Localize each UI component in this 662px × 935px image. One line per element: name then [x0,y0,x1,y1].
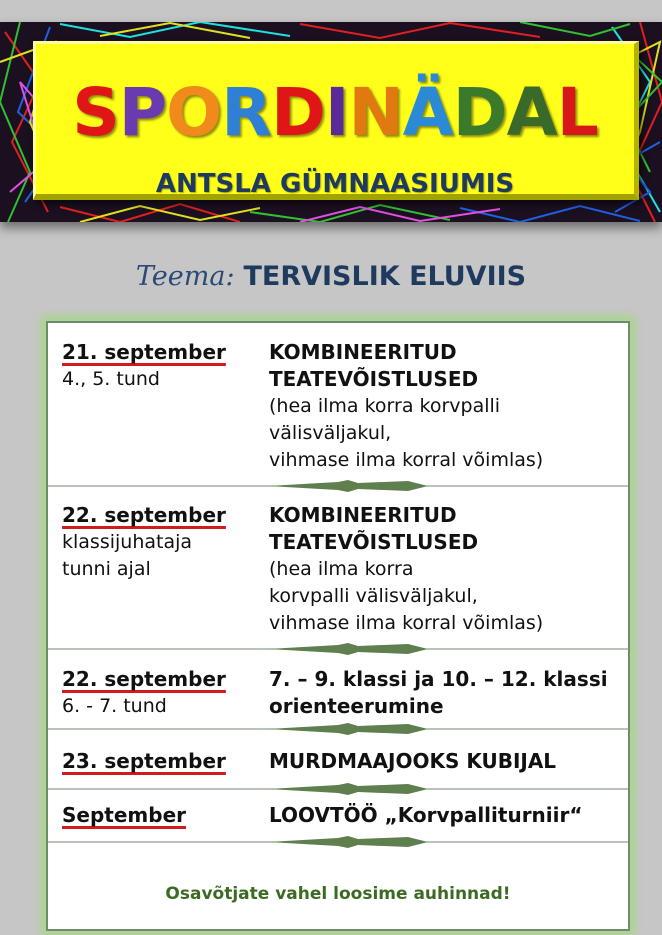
theme-label: Teema: [135,261,235,292]
title-letter: D [271,74,325,151]
title-letter: R [221,74,272,151]
event-detail-line: korvpalli välisväljakul, [269,585,478,607]
row-note: 6. - 7. tund [62,695,167,717]
event-title-line: KOMBINEERITUD [269,503,457,527]
event-title-line: LOOVTÖÖ „Korvpalliturniir“ [269,803,583,827]
title-letter: P [118,74,167,151]
note-line: tunni ajal [62,558,151,580]
row-date: 23. september [62,749,226,773]
row-separator [48,836,628,848]
header-banner [0,22,662,222]
title-letter: Ä [402,74,453,151]
event-title-line: TEATEVÕISTLUSED [269,367,479,391]
row-event [269,748,629,775]
title-letter: I [324,74,349,151]
event-title-line: orienteerumine [269,694,444,718]
row-separator [48,783,628,795]
event-title-line: 7. – 9. klassi ja 10. – 12. klassi [269,667,608,691]
row-date: September [62,803,186,827]
main-title [36,74,634,151]
theme-line [0,256,662,297]
title-letter: O [166,74,222,151]
row-separator [48,723,628,735]
event-detail-line: vihmase ilma korral võimlas) [269,449,544,471]
row-event [269,339,629,474]
subtitle: ANTSLA GÜMNAASIUMIS [155,169,515,199]
theme-value: TERVISLIK ELUVIIS [243,261,527,292]
row-date: 21. september [62,340,226,364]
row-event [269,502,629,637]
event-detail-line: välisväljakul, [269,422,392,444]
event-detail-line: (hea ilma korra korvpalli [269,395,501,417]
row-date: 22. september [62,667,226,691]
event-detail-line: vihmase ilma korral võimlas) [269,612,544,634]
title-letter: A [506,74,557,151]
title-letter: S [72,74,119,151]
row-event [269,666,629,720]
schedule-card [46,321,630,931]
note-line: klassijuhataja [62,531,193,553]
row-note: 4., 5. tund [62,368,160,390]
prize-note: Osavõtjate vahel loosime auhinnad! [165,884,511,904]
row-note [62,529,192,583]
title-letter: L [556,74,598,151]
title-letter: D [452,74,507,151]
title-plate [33,41,639,200]
event-title-line: MURDMAAJOOKS KUBIJAL [269,749,557,773]
event-detail-line: (hea ilma korra [269,558,414,580]
event-title-line: KOMBINEERITUD [269,340,457,364]
event-title-line: TEATEVÕISTLUSED [269,530,479,554]
row-separator [48,480,628,492]
title-letter: N [348,74,403,151]
row-date: 22. september [62,503,226,527]
row-event [269,802,629,829]
row-separator [48,643,628,655]
